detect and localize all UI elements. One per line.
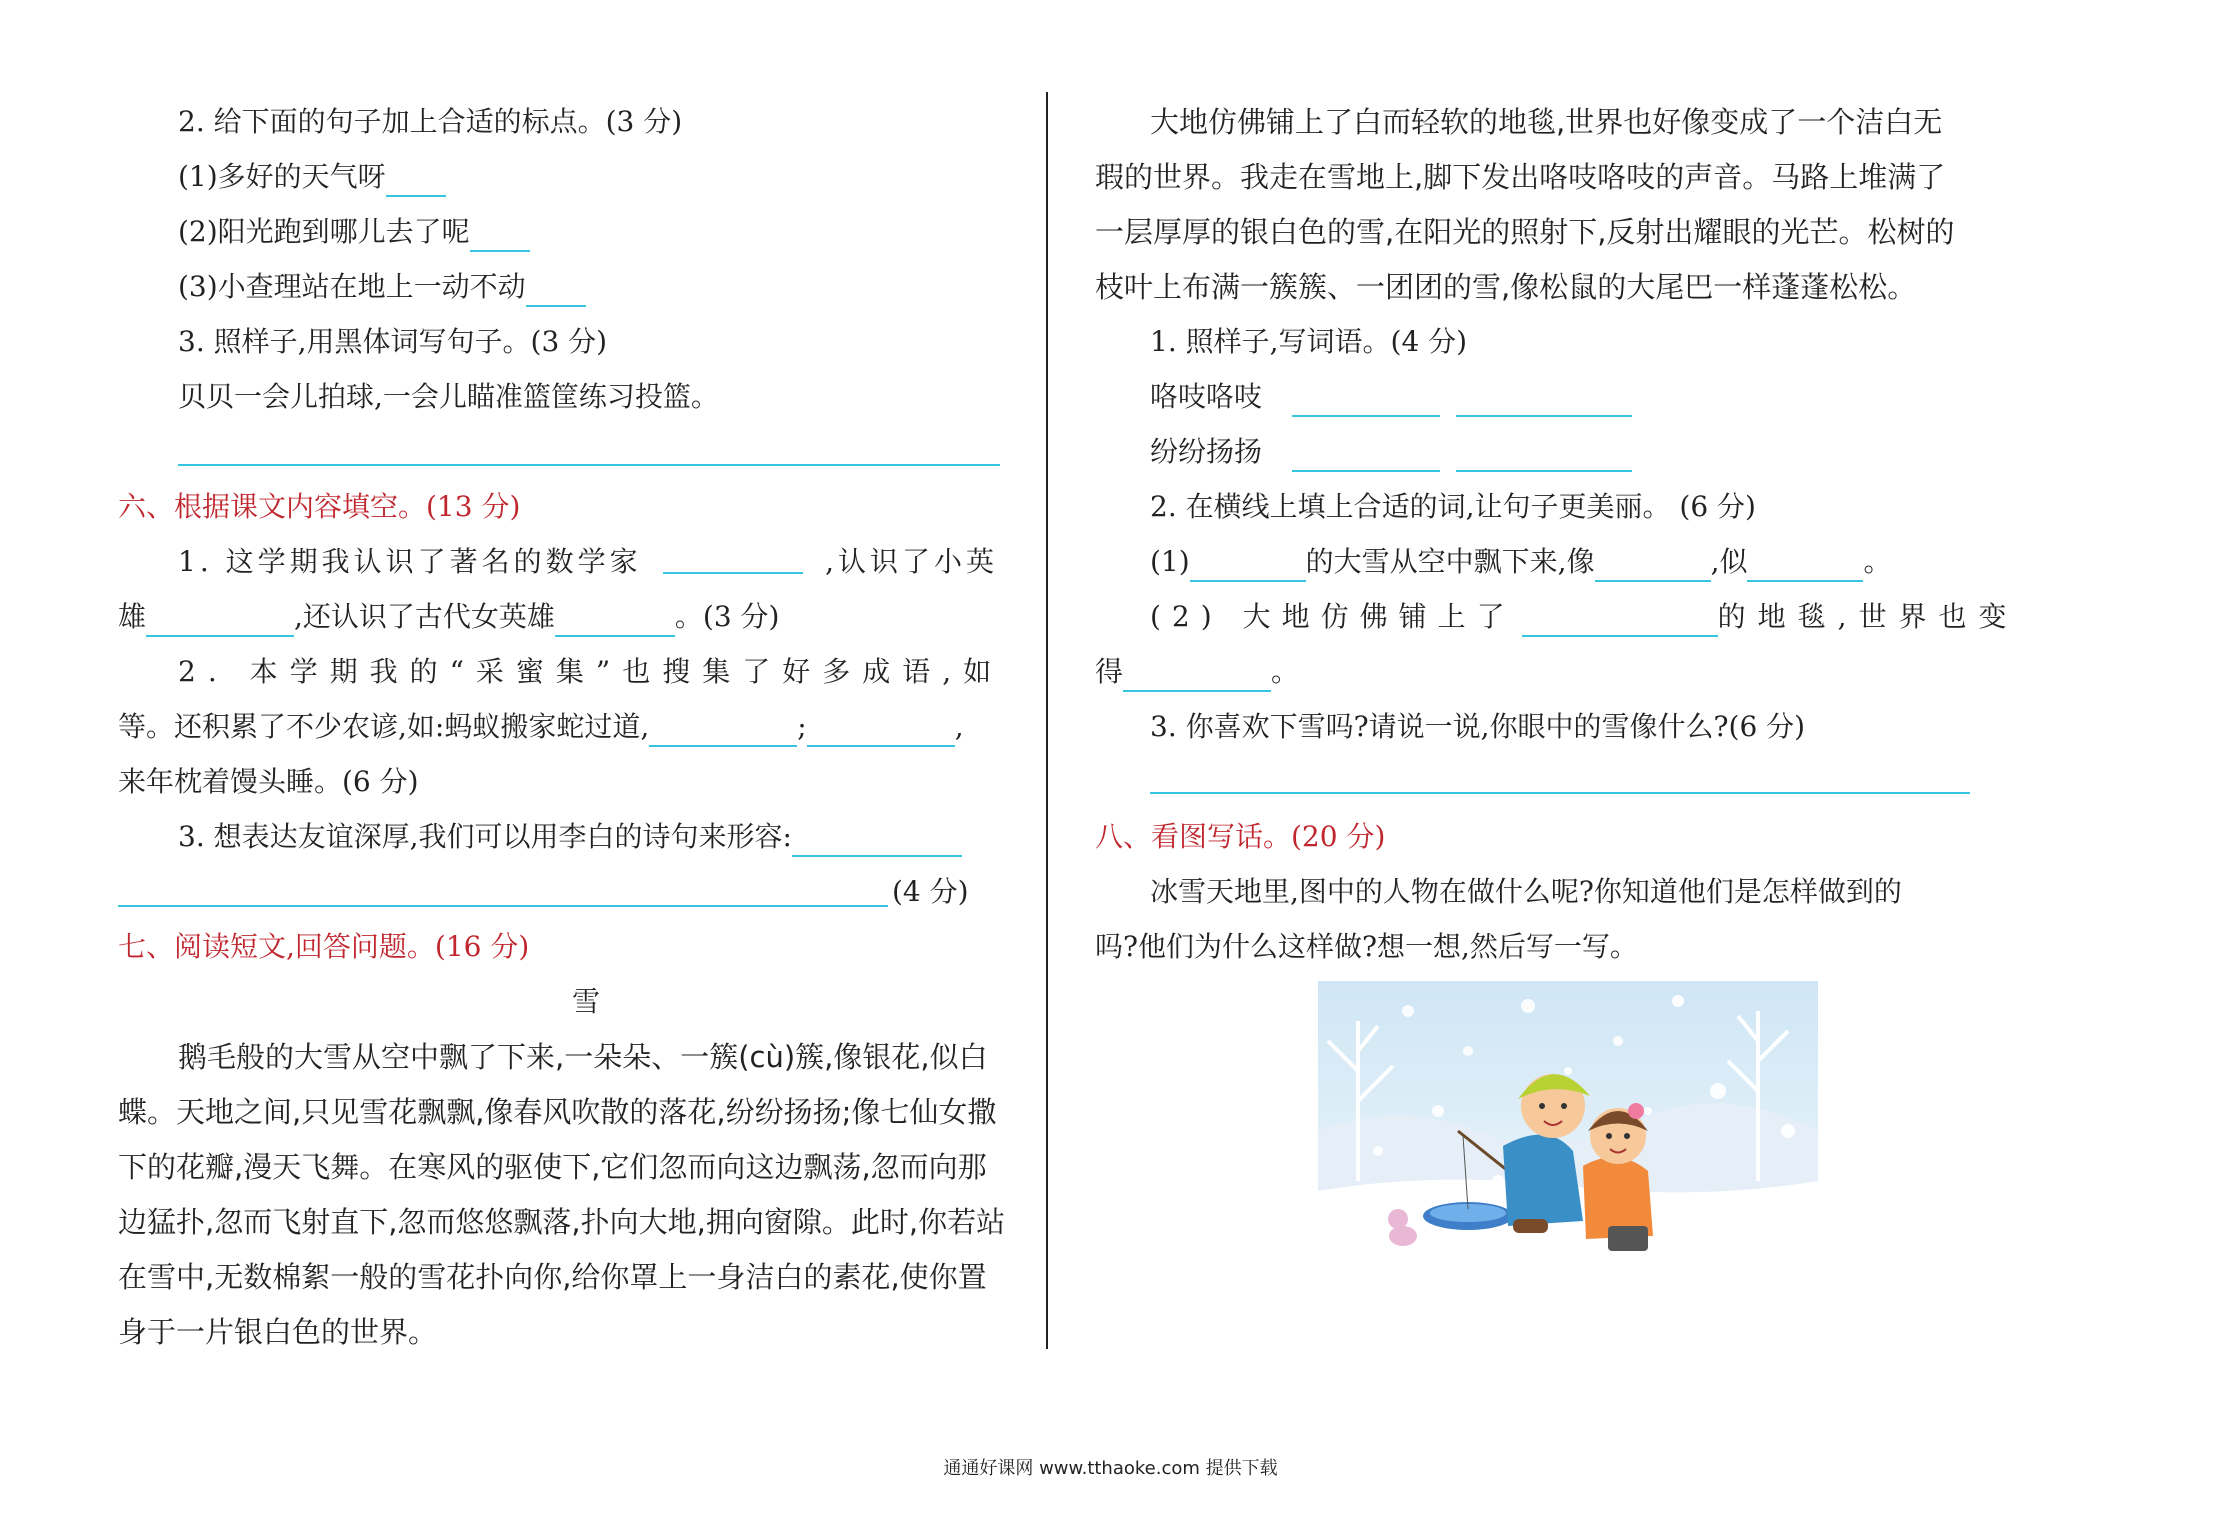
section-8-title: 八、看图写话。(20 分) (1095, 820, 1386, 853)
passage-line: 一层厚厚的银白色的雪,在阳光的照射下,反射出耀眼的光芒。松树的 (1095, 215, 1955, 249)
answer-line[interactable] (118, 905, 888, 907)
passage-line: 蝶。天地之间,只见雪花飘飘,像春风吹散的落花,纷纷扬扬;像七仙女撒 (118, 1095, 997, 1129)
answer-blank[interactable] (1456, 385, 1632, 417)
answer-blank[interactable] (1123, 660, 1271, 692)
r-q1-title: 1. 照样子,写词语。(4 分) (1150, 325, 1468, 358)
answer-blank[interactable] (1190, 550, 1306, 582)
r-q3-title: 3. 你喜欢下雪吗?请说一说,你眼中的雪像什么?(6 分) (1150, 710, 1806, 743)
s6-q1-line1: 1. 这学期我认识了著名的数学家 ,认识了小英 (178, 542, 998, 582)
q2-item-3: (3)小查理站在地上一动不动 (178, 267, 586, 307)
answer-blank[interactable] (1747, 550, 1863, 582)
q3-title: 3. 照样子,用黑体词写句子。(3 分) (178, 325, 608, 358)
column-divider (1046, 92, 1048, 1349)
answer-blank[interactable] (470, 220, 530, 252)
answer-line[interactable] (178, 464, 1000, 466)
answer-blank[interactable] (807, 715, 955, 747)
r-q2-title: 2. 在横线上填上合适的词,让句子更美丽。 (6 分) (1150, 490, 1756, 523)
s6-q2-line2: 等。还积累了不少农谚,如:蚂蚁搬家蛇过道, ; , (118, 707, 964, 747)
answer-blank[interactable] (1595, 550, 1711, 582)
r-q2-item-2-cont: 得 。 (1095, 652, 1299, 692)
passage-line: 大地仿佛铺上了白而轻软的地毯,世界也好像变成了一个洁白无 (1150, 105, 1943, 139)
passage-title: 雪 (572, 985, 601, 1018)
q2-title: 2. 给下面的句子加上合适的标点。(3 分) (178, 105, 683, 138)
r-q1-word-2: 纷纷扬扬 (1150, 432, 1632, 472)
answer-blank[interactable] (792, 825, 962, 857)
s6-q2-line1: 2. 本学期我的“采蜜集”也搜集了好多成语,如 (178, 655, 1004, 688)
q2-item-1: (1)多好的天气呀 (178, 157, 446, 197)
passage-line: 在雪中,无数棉絮一般的雪花扑向你,给你罩上一身洁白的素花,使你置 (118, 1260, 987, 1294)
s6-q3-score: (4 分) (892, 875, 969, 908)
section-7-title: 七、阅读短文,回答问题。(16 分) (118, 930, 530, 963)
r-q2-item-1: (1) 的大雪从空中飘下来,像 ,似 。 (1150, 542, 1892, 582)
section-8-text: 吗?他们为什么这样做?想一想,然后写一写。 (1095, 930, 1638, 963)
passage-line: 鹅毛般的大雪从空中飘了下来,一朵朵、一簇(cù)簇,像银花,似白 (178, 1040, 988, 1074)
answer-blank[interactable] (1292, 385, 1440, 417)
q3-example: 贝贝一会儿拍球,一会儿瞄准篮筐练习投篮。 (178, 380, 719, 413)
answer-blank[interactable] (649, 715, 797, 747)
s6-q1-line2: 雄 ,还认识了古代女英雄 。(3 分) (118, 597, 780, 637)
passage-line: 边猛扑,忽而飞射直下,忽而悠悠飘落,扑向大地,拥向窗隙。此时,你若站 (118, 1205, 1006, 1239)
girl-figure (1583, 1103, 1653, 1251)
passage-line: 下的花瓣,漫天飞舞。在寒风的驱使下,它们忽而向这边飘荡,忽而向那 (118, 1150, 987, 1184)
answer-blank[interactable] (663, 542, 803, 574)
answer-blank[interactable] (555, 605, 675, 637)
answer-blank[interactable] (1456, 440, 1632, 472)
answer-blank[interactable] (1292, 440, 1440, 472)
page-footer: 通通好课网 www.tthaoke.com 提供下载 (943, 1458, 1278, 1479)
passage-line: 身于一片银白色的世界。 (118, 1315, 438, 1349)
section-6-title: 六、根据课文内容填空。(13 分) (118, 490, 521, 523)
answer-line[interactable] (1150, 792, 1970, 794)
answer-blank[interactable] (1522, 605, 1718, 637)
answer-blank[interactable] (146, 605, 294, 637)
section-8-text: 冰雪天地里,图中的人物在做什么呢?你知道他们是怎样做到的 (1150, 875, 1902, 908)
q2-item-2: (2)阳光跑到哪儿去了呢 (178, 212, 530, 252)
r-q2-item-2: (2) 大地仿佛铺上了 的地毯,世界也变 (1150, 597, 2018, 637)
s6-q3-line1: 3. 想表达友谊深厚,我们可以用李白的诗句来形容: (178, 817, 962, 857)
r-q1-word-1: 咯吱咯吱 (1150, 377, 1632, 417)
passage-line: 瑕的世界。我走在雪地上,脚下发出咯吱咯吱的声音。马路上堆满了 (1095, 160, 1946, 194)
s6-q2-line3: 来年枕着馒头睡。(6 分) (118, 765, 419, 798)
ice-fishing-illustration (1318, 981, 1818, 1263)
passage-line: 枝叶上布满一簇簇、一团团的雪,像松鼠的大尾巴一样蓬蓬松松。 (1095, 270, 1917, 304)
answer-blank[interactable] (526, 275, 586, 307)
answer-blank[interactable] (386, 165, 446, 197)
